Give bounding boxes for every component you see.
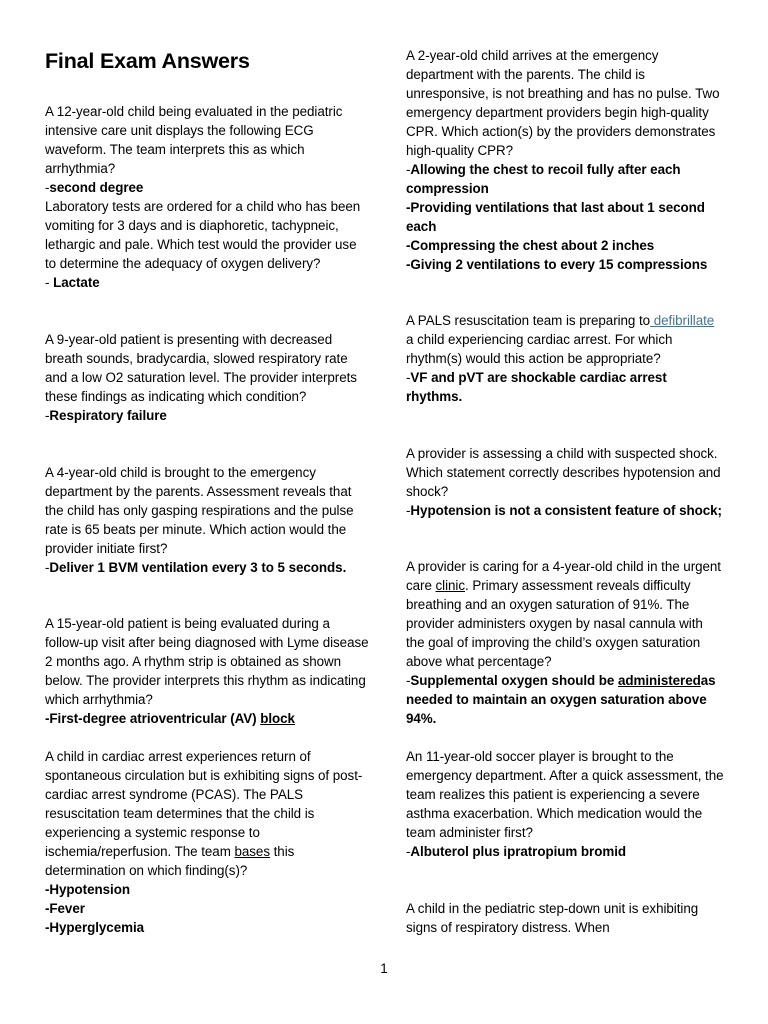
question-text: A provider is assessing a child with suspected shock. Which statement correctly describes hypotension and shock?: [406, 446, 721, 499]
answer-prefix: -: [406, 673, 411, 688]
block-link[interactable]: block: [260, 711, 295, 726]
question-text-part: this determination on which finding(s)?: [45, 844, 295, 878]
question-text: Laboratory tests are ordered for a child who has been vomiting for 3 days and is diaphoretic, tachypneic, lethargic and pale. Which test would the provider use to determine the adequacy of oxygen delivery?: [45, 199, 361, 271]
answer-bold: Respiratory failure: [49, 408, 167, 423]
question-text: A 9-year-old patient is presenting with decreased breath sounds, bradycardia, slowed respiratory rate and a low O2 saturation level. The provider interprets these findings as indicating which condition?: [45, 332, 357, 404]
answer-bold: Lactate: [53, 275, 100, 290]
question-block-2: [45, 197, 370, 292]
answer-item: -Fever: [45, 901, 85, 916]
question-text: A 2-year-old child arrives at the emergency department with the parents. The child is unresponsive, is not breathing and has no pulse. Two emergency department providers begin high-quality CPR. Which action(s) by the providers demonstrates high-quality CPR?: [406, 48, 720, 158]
answer-prefix: -: [45, 180, 50, 195]
answer-text: [406, 368, 724, 406]
answer-prefix: -: [45, 275, 54, 290]
answer-bold: Albuterol plus ipratropium bromid: [410, 844, 626, 859]
answer-item: -Giving 2 ventilations to every 15 compressions: [406, 257, 708, 272]
clinic-link[interactable]: clinic: [435, 578, 465, 593]
page-number: 1: [380, 961, 388, 976]
question-text-part: . Primary assessment reveals difficulty breathing and an oxygen saturation of 91%. The provider administers oxygen by nasal cannula with the goal of improving the child’s oxygen saturation above what percentage?: [406, 578, 703, 669]
answer-bold: VF and pVT are shockable cardiac arrest rhythms.: [406, 370, 667, 404]
answer-prefix: -: [406, 503, 411, 518]
answer-text: [45, 178, 370, 197]
answer-bold: Hypotension is not a consistent feature of shock;: [410, 503, 722, 518]
answer-text: [406, 671, 724, 728]
question-text: A child in the pediatric step-down unit is exhibiting signs of respiratory distress. When: [406, 901, 699, 935]
question-text-part: A PALS resuscitation team is preparing to: [406, 313, 651, 328]
question-text-part: a child experiencing cardiac arrest. For which rhythm(s) would this action be appropriate?: [406, 332, 673, 366]
question-text: A 15-year-old patient is being evaluated during a follow-up visit after being diagnosed with Lyme disease 2 months ago. A rhythm strip is obtained as shown below. The provider interprets this rhythm as indicating which arrhythmia?: [45, 616, 369, 707]
question-block-6: [45, 747, 370, 937]
question-block-1: [45, 102, 370, 197]
answer-prefix: -: [406, 162, 411, 177]
answer-item: -Hypotension: [45, 882, 130, 897]
answer-text: [406, 842, 724, 861]
answer-item: -Hyperglycemia: [45, 920, 145, 935]
answer-text: [45, 558, 370, 577]
answer-bold: Supplemental oxygen should be: [410, 673, 618, 688]
question-text: A 4-year-old child is brought to the emergency department by the parents. Assessment reveals that the child has only gasping respirations and the pulse rate is 65 beats per minute. Which action would the provider initiate first?: [45, 465, 354, 556]
question-text-part: A child in cardiac arrest experiences return of spontaneous circulation but is exhibiting signs of post-cardiac arrest syndrome (PCAS). The PALS resuscitation team determines that the child is experiencing a systemic response to ischemia/reperfusion. The team: [45, 749, 363, 859]
defibrillate-link[interactable]: defibrillate: [650, 313, 715, 328]
question-text: An 11-year-old soccer player is brought to the emergency department. After a quick assessment, the team realizes this patient is experiencing a severe asthma exacerbation. Which medication would the team administer first?: [406, 749, 724, 840]
question-block-10: [406, 557, 724, 728]
question-block-7: [406, 46, 724, 274]
answer-bold: as needed to maintain an oxygen saturation above 94%.: [406, 673, 716, 726]
answer-item: -Providing ventilations that last about 1 second each: [406, 200, 705, 234]
question-text-part: A provider is caring for a 4-year-old child in the urgent care: [406, 559, 721, 593]
answer-prefix: -: [406, 844, 411, 859]
answer-item: -Compressing the chest about 2 inches: [406, 238, 655, 253]
page-title: Final Exam Answers: [45, 49, 250, 73]
answer-prefix: -: [45, 560, 50, 575]
answer-bold: Allowing the chest to recoil fully after each compression: [406, 162, 681, 196]
answer-text: [406, 501, 724, 520]
question-block-3: [45, 330, 370, 425]
question-block-9: [406, 444, 724, 520]
question-block-8: [406, 311, 724, 406]
answer-text: [45, 273, 370, 292]
question-text: [406, 311, 724, 368]
question-block-4: [45, 463, 370, 577]
answer-bold: -First-degree atrioventricular (AV): [45, 711, 261, 726]
question-text: [45, 747, 370, 880]
answer-prefix: -: [45, 408, 50, 423]
answer-prefix: -: [406, 370, 411, 385]
question-text: [406, 557, 724, 671]
answer-bold: Deliver 1 BVM ventilation every 3 to 5 seconds.: [49, 560, 347, 575]
question-text: A 12-year-old child being evaluated in the pediatric intensive care unit displays the following ECG waveform. The team interprets this as which arrhythmia?: [45, 104, 343, 176]
bases-link[interactable]: bases: [234, 844, 270, 859]
administered-link[interactable]: administered: [618, 673, 701, 688]
answer-bold: second degree: [49, 180, 144, 195]
question-block-5: [45, 614, 370, 728]
question-block-11: [406, 747, 724, 861]
answer-text: [45, 406, 370, 425]
question-block-12: [406, 899, 724, 937]
answer-item: [406, 160, 724, 198]
answer-text: [45, 709, 370, 728]
